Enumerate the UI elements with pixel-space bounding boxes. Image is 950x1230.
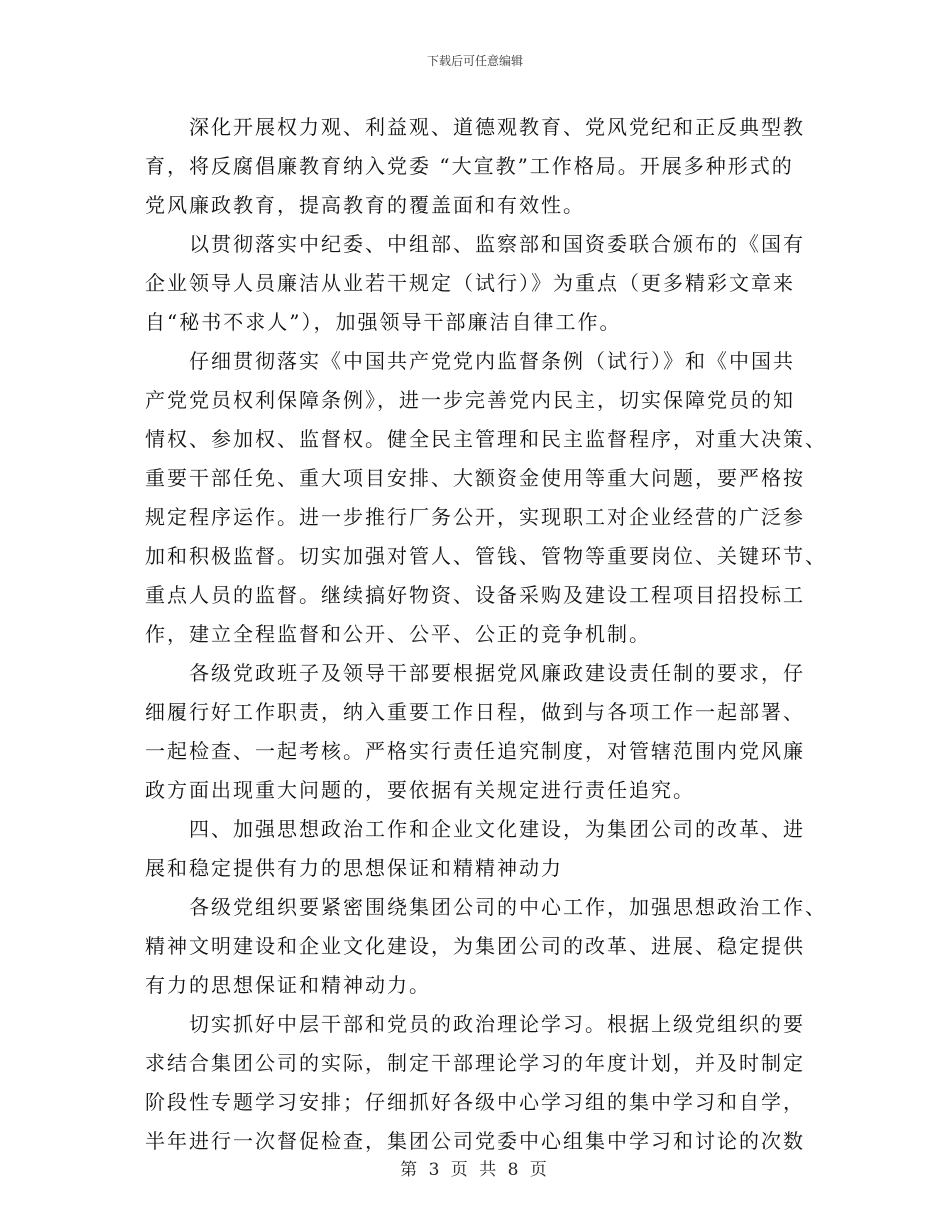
text-line: 情权、参加权、监督权。健全民主管理和民主监督程序，对重大决策、 bbox=[145, 427, 827, 451]
text-line: 半年进行一次督促检查，集团公司党委中心组集中学习和讨论的次数 bbox=[145, 1129, 805, 1153]
text-line: 政方面出现重大问题的，要依据有关规定进行责任追究。 bbox=[145, 778, 695, 802]
text-line: 自“秘书不求人”），加强领导干部廉洁自律工作。 bbox=[145, 310, 622, 334]
text-line: 作，建立全程监督和公开、公平、公正的竞争机制。 bbox=[145, 622, 651, 646]
text-line: 规定程序运作。进一步推行厂务公开，实现职工对企业经营的广泛参 bbox=[145, 505, 805, 529]
text-line: 一起检查、一起考核。严格实行责任追究制度，对管辖范围内党风廉 bbox=[145, 739, 805, 763]
text-line: 企业领导人员廉洁从业若干规定（试行）》为重点（更多精彩文章来 bbox=[145, 271, 795, 295]
text-line: 加和积极监督。切实加强对管人、管钱、管物等重要岗位、关键环节、 bbox=[145, 544, 827, 568]
text-line: 阶段性专题学习安排；仔细抓好各级中心学习组的集中学习和自学， bbox=[145, 1090, 805, 1114]
text-line: 产党党员权利保障条例》，进一步完善党内民主，切实保障党员的知 bbox=[145, 388, 795, 412]
text-line: 有力的思想保证和精神动力。 bbox=[145, 973, 431, 997]
text-line: 细履行好工作职责，纳入重要工作日程，做到与各项工作一起部署、 bbox=[145, 700, 805, 724]
text-line: 求结合集团公司的实际，制定干部理论学习的年度计划，并及时制定 bbox=[145, 1051, 805, 1075]
section-heading-line: 四、加强思想政治工作和企业文化建设，为集团公司的改革、进 bbox=[189, 817, 805, 841]
text-line: 精神文明建设和企业文化建设，为集团公司的改革、进展、稳定提供 bbox=[145, 934, 805, 958]
text-line: 仔细贯彻落实《中国共产党党内监督条例（试行）》和《中国共 bbox=[189, 349, 795, 373]
page-number-footer: 第 3 页 共 8 页 bbox=[400, 1160, 550, 1180]
text-line: 育，将反腐倡廉教育纳入党委 “大宣教”工作格局。开展多种形式的 bbox=[145, 154, 794, 178]
document-body bbox=[145, 108, 827, 1161]
text-line: 各级党组织要紧密围绕集团公司的中心工作，加强思想政治工作、 bbox=[189, 895, 827, 919]
text-line: 深化开展权力观、利益观、道德观教育、党风党纪和正反典型教 bbox=[189, 115, 805, 139]
text-line: 重点人员的监督。继续搞好物资、设备采购及建设工程项目招投标工 bbox=[145, 583, 805, 607]
text-line: 重要干部任免、重大项目安排、大额资金使用等重大问题，要严格按 bbox=[145, 466, 805, 490]
section-heading-line: 展和稳定提供有力的思想保证和精精神动力 bbox=[145, 856, 563, 880]
text-line: 各级党政班子及领导干部要根据党风廉政建设责任制的要求，仔 bbox=[189, 661, 805, 685]
text-line: 党风廉政教育，提高教育的覆盖面和有效性。 bbox=[145, 193, 585, 217]
text-line: 切实抓好中层干部和党员的政治理论学习。根据上级党组织的要 bbox=[189, 1012, 805, 1036]
text-line: 以贯彻落实中纪委、中组部、监察部和国资委联合颁布的《国有 bbox=[189, 232, 805, 256]
page-header: 下载后可任意编辑 bbox=[426, 54, 523, 68]
